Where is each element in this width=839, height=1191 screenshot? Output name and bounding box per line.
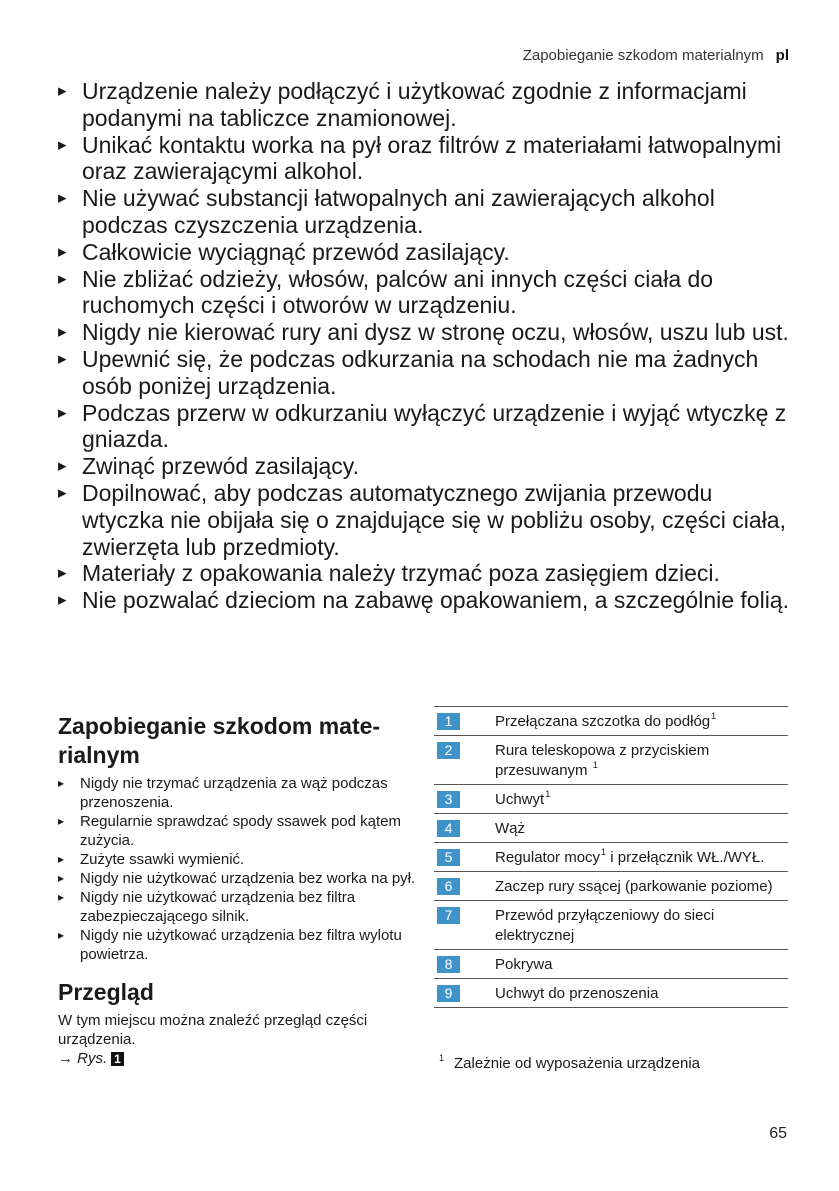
part-footnote-mark: 1 [711,711,717,721]
material-damage-item: ▸ Nigdy nie użytkować urządzenia bez filtra wylotu powietrza. [58,926,418,964]
part-footnote-mark: 1 [601,847,607,857]
table-row [434,872,788,901]
overview-heading: Przegląd [58,979,154,1005]
part-number-badge: 5 [437,849,460,866]
table-row [434,979,788,1008]
part-footnote-mark: 1 [592,760,598,770]
table-row [434,736,788,785]
part-label-cell [495,979,788,1008]
part-label-tail: i przełącznik WŁ./WYŁ. [606,849,765,866]
footnote [438,1055,700,1072]
part-label-cell [495,707,788,736]
page-number: 65 [769,1125,787,1142]
figure-number-badge: 1 [111,1052,124,1066]
part-label-cell [495,950,788,979]
part-label-cell [495,814,788,843]
part-label-cell [495,901,788,950]
material-damage-item: ▸ Nigdy nie użytkować urządzenia bez worka na pył. [58,869,418,888]
part-label: Uchwyt do przenoszenia [495,985,659,1002]
part-footnote-mark: 1 [545,789,551,799]
part-number-badge: 2 [437,742,460,759]
figure-reference [58,1049,418,1068]
safety-bullet-list [58,78,793,614]
figure-ref-label: Rys. [77,1050,108,1067]
material-damage-item: ▸ Nigdy nie użytkować urządzenia bez filtra zabezpieczającego silnik. [58,888,418,926]
material-damage-item: ▸ Regularnie sprawdzać spody ssawek pod kątem zużycia. [58,812,418,850]
table-row [434,814,788,843]
table-row [434,785,788,814]
header-language: pl [775,47,789,64]
table-row [434,950,788,979]
part-label: Uchwyt [495,791,545,808]
table-row [434,843,788,872]
part-label: Przewód przyłączeniowy do sieci elektrycznej [495,907,715,944]
safety-bullet: ▸ Nie pozwalać dzieciom na zabawę opakowaniem, a szczególnie folią. [58,587,793,614]
part-label: Zaczep rury ssącej (parkowanie poziome) [495,878,773,895]
table-row [434,901,788,950]
safety-bullet: ▸ Urządzenie należy podłączyć i użytkować zgodnie z informacjami podanymi na tabliczce znamionowej. [58,78,793,132]
part-label: Wąż [495,820,525,837]
safety-bullet: ▸ Nie używać substancji łatwopalnych ani zawierających alkohol podczas czyszczenia urządzenia. [58,185,793,239]
part-label: Rura teleskopowa z przyciskiem przesuwanym [495,742,710,779]
safety-bullet: ▸ Dopilnować, aby podczas automatycznego zwijania przewodu wtyczka nie obijała się o znajdujące się w pobliżu osoby, części ciała, zwierzęta lub przedmioty. [58,480,793,560]
parts-table [434,706,788,1008]
safety-bullet: ▸ Nigdy nie kierować rury ani dysz w stronę oczu, włosów, uszu lub ust. [58,319,793,346]
safety-bullet: ▸ Podczas przerw w odkurzaniu wyłączyć urządzenie i wyjąć wtyczkę z gniazda. [58,400,793,454]
part-number-badge: 4 [437,820,460,837]
footnote-mark: 1 [439,1053,445,1063]
left-column [58,712,418,1068]
part-label-cell [495,785,788,814]
overview-text: W tym miejscu można znaleźć przegląd części urządzenia. [58,1012,368,1048]
material-damage-heading: Zapobieganie szkodom materialnym [58,713,381,768]
part-label: Przełączana szczotka do podłóg [495,713,711,730]
part-number-badge: 9 [437,985,460,1002]
material-damage-item: ▸ Zużyte ssawki wymienić. [58,850,418,869]
material-damage-list [58,774,418,964]
part-label-cell [495,872,788,901]
part-number-badge: 6 [437,878,460,895]
table-row [434,707,788,736]
part-label-cell [495,843,788,872]
part-label: Pokrywa [495,956,553,973]
safety-bullet: ▸ Upewnić się, że podczas odkurzania na schodach nie ma żadnych osób poniżej urządzenia. [58,346,793,400]
material-damage-item: ▸ Nigdy nie trzymać urządzenia za wąż podczas przenoszenia. [58,774,418,812]
safety-bullet: ▸ Nie zbliżać odzieży, włosów, palców ani innych części ciała do ruchomych części i otworów w urządzeniu. [58,266,793,320]
safety-bullet: ▸ Całkowicie wyciągnąć przewód zasilający. [58,239,793,266]
safety-bullet: ▸ Zwinąć przewód zasilający. [58,453,793,480]
part-number-badge: 7 [437,907,460,924]
part-label: Regulator mocy [495,849,601,866]
header-title: Zapobieganie szkodom materialnym [522,47,764,64]
part-number-badge: 1 [437,713,460,730]
running-header [523,47,789,64]
part-label-cell [495,736,788,785]
footnote-text: Zależnie od wyposażenia urządzenia [454,1055,700,1072]
safety-bullet: ▸ Materiały z opakowania należy trzymać poza zasięgiem dzieci. [58,560,793,587]
arrow-icon: → [58,1050,73,1067]
safety-bullet: ▸ Unikać kontaktu worka na pył oraz filtrów z materiałami łatwopalnymi oraz zawierającymi alkohol. [58,132,793,186]
part-number-badge: 8 [437,956,460,973]
part-number-badge: 3 [437,791,460,808]
